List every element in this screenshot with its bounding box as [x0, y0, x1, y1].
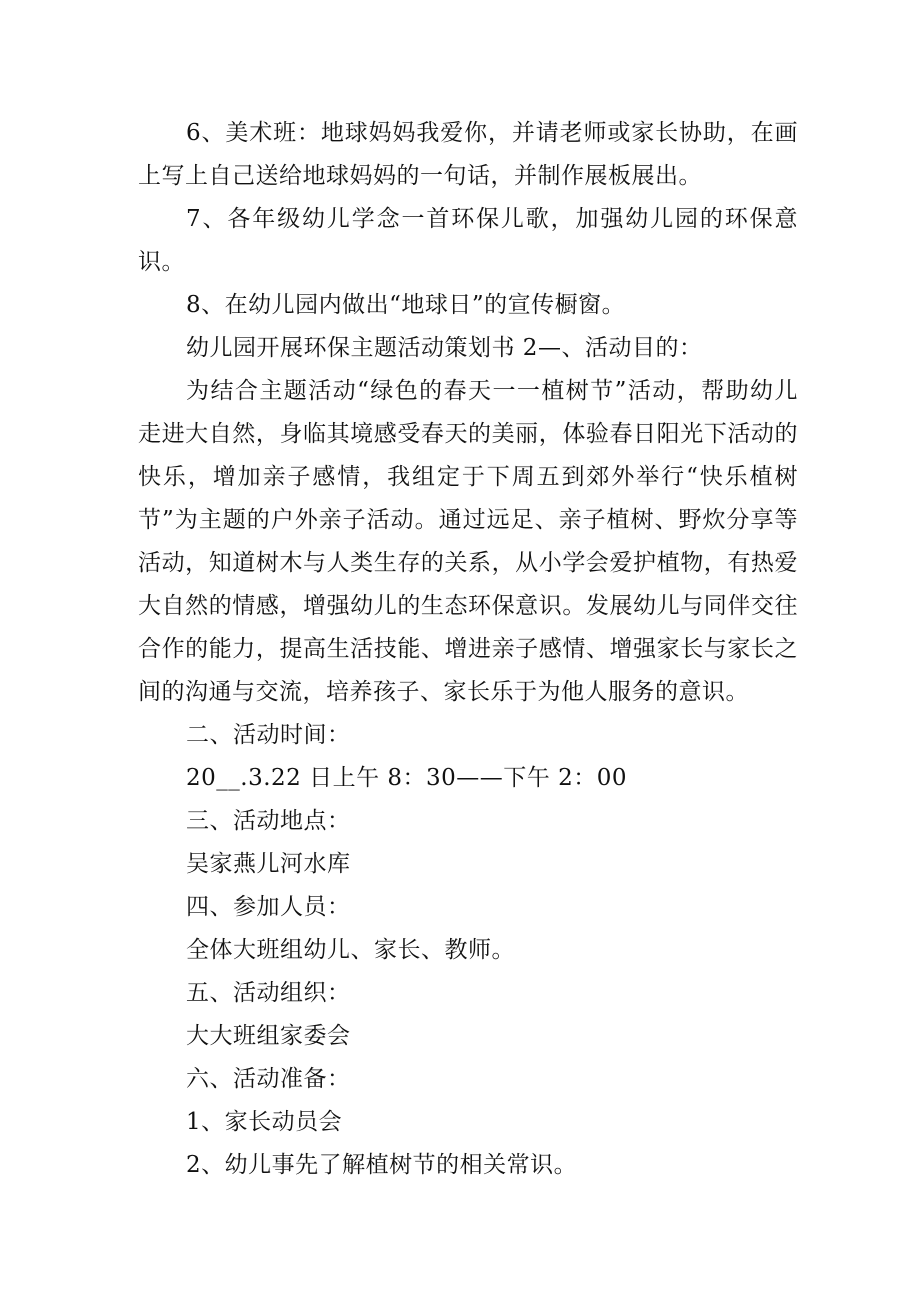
- section-heading-time: 二、活动时间：: [186, 722, 351, 748]
- document-body: [138, 112, 798, 1187]
- section-heading-organization: 五、活动组织：: [186, 980, 351, 1006]
- preparation-item-1: 1、家长动员会: [186, 1109, 343, 1135]
- section-heading-participants: 四、参加人员：: [186, 894, 351, 920]
- paragraph-item-6-art-class: 6、美术班：地球妈妈我爱你，并请老师或家长协助，在画上写上自己送给地球妈妈的一句话，并制作展板展出。: [138, 120, 798, 189]
- activity-time-value: 20__.3.22 日上午 8：30——下午 2：00: [186, 765, 628, 791]
- participants-value: 全体大班组幼儿、家长、教师。: [186, 937, 515, 963]
- paragraph-activity-purpose: 为结合主题活动“绿色的春天一一植树节”活动，帮助幼儿走进大自然，身临其境感受春天的美丽，体验春日阳光下活动的快乐，增加亲子感情，我组定于下周五到郊外举行“快乐植树节”为主题的户外亲子活动。通过远足、亲子植树、野炊分享等活动，知道树木与人类生存的关系，从小学会爱护植物，有热爱大自然的情感，增强幼儿的生态环保意识。发展幼儿与同伴交往合作的能力，提高生活技能、增进亲子感情、增强家长与家长之间的沟通与交流，培养孩子、家长乐于为他人服务的意识。: [138, 378, 798, 705]
- paragraph-item-8-window: 8、在幼儿园内做出“地球日”的宣传橱窗。: [186, 292, 626, 318]
- section-heading-location: 三、活动地点：: [186, 808, 351, 834]
- section-heading-preparation: 六、活动准备：: [186, 1066, 351, 1092]
- preparation-item-2: 2、幼儿事先了解植树节的相关常识。: [186, 1152, 578, 1178]
- section-heading-plan-2: 幼儿园开展环保主题活动策划书 2—、活动目的：: [186, 335, 703, 361]
- paragraph-item-7-songs: 7、各年级幼儿学念一首环保儿歌，加强幼儿园的环保意识。: [138, 206, 798, 275]
- organization-value: 大大班组家委会: [186, 1023, 351, 1049]
- activity-location-value: 吴家燕儿河水库: [186, 851, 351, 877]
